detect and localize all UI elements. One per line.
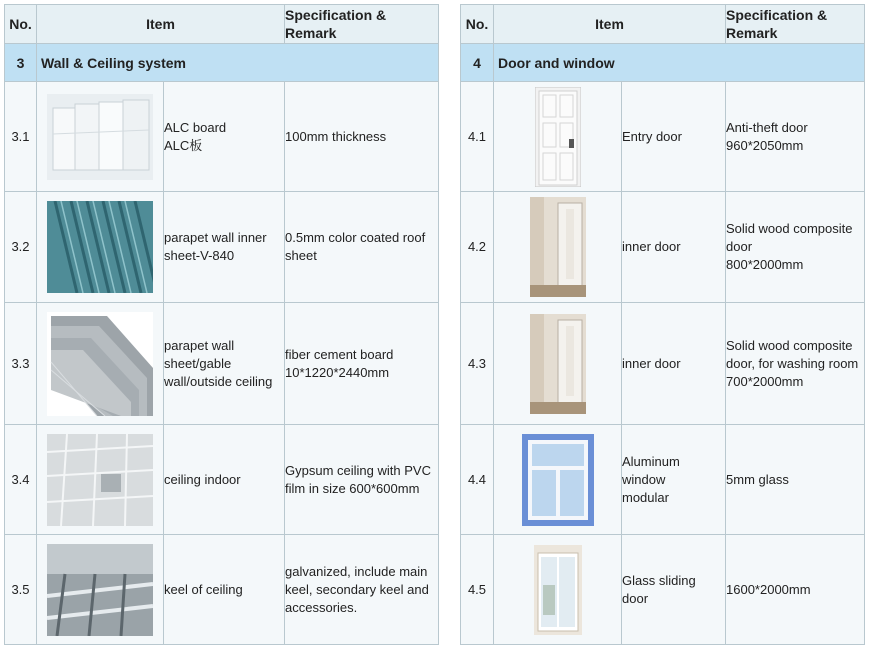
item-spec: 1600*2000mm (726, 535, 865, 645)
item-spec: 100mm thickness (285, 82, 439, 192)
item-name: ceiling indoor (164, 425, 285, 535)
header-spec: Specification & Remark (285, 5, 439, 44)
ceiling-keel-photo (37, 535, 164, 645)
row-number: 4.3 (461, 303, 494, 425)
item-name: inner door (622, 192, 726, 303)
table-row (461, 425, 865, 535)
header-item: Item (37, 5, 285, 44)
header-no: No. (5, 5, 37, 44)
item-name: Entry door (622, 82, 726, 192)
row-number: 4.2 (461, 192, 494, 303)
door-window-table (460, 4, 865, 645)
row-number: 3.4 (5, 425, 37, 535)
header-row (461, 5, 865, 44)
header-no: No. (461, 5, 494, 44)
item-name: keel of ceiling (164, 535, 285, 645)
ceiling-grid-photo (37, 425, 164, 535)
item-spec: Anti-theft door 960*2050mm (726, 82, 865, 192)
item-name: Aluminum window modular (622, 425, 726, 535)
table-row (5, 535, 439, 645)
item-name: Glass sliding door (622, 535, 726, 645)
item-name: ALC board ALC板 (164, 82, 285, 192)
table-row (5, 192, 439, 303)
item-spec: 5mm glass (726, 425, 865, 535)
header-item: Item (494, 5, 726, 44)
section-number: 4 (461, 44, 494, 82)
table-row (461, 303, 865, 425)
header-spec: Specification & Remark (726, 5, 865, 44)
table-row (5, 303, 439, 425)
fiber-cement-board-photo (37, 303, 164, 425)
item-name: inner door (622, 303, 726, 425)
row-number: 3.3 (5, 303, 37, 425)
entry-door-photo (494, 82, 622, 192)
item-spec: Solid wood composite door 800*2000mm (726, 192, 865, 303)
alc-board-photo (37, 82, 164, 192)
row-number: 4.1 (461, 82, 494, 192)
item-spec: fiber cement board 10*1220*2440mm (285, 303, 439, 425)
item-spec: Gypsum ceiling with PVC film in size 600*600mm (285, 425, 439, 535)
row-number: 4.4 (461, 425, 494, 535)
sliding-door-photo (494, 535, 622, 645)
section-title: Wall & Ceiling system (37, 44, 439, 82)
item-spec: Solid wood composite door, for washing room 700*2000mm (726, 303, 865, 425)
section-title: Door and window (494, 44, 865, 82)
row-number: 3.1 (5, 82, 37, 192)
table-row (5, 425, 439, 535)
table-row (461, 82, 865, 192)
inner-door-photo (494, 192, 622, 303)
table-row (5, 82, 439, 192)
section-number: 3 (5, 44, 37, 82)
table-row (461, 192, 865, 303)
header-row (5, 5, 439, 44)
aluminum-window-photo (494, 425, 622, 535)
section-row-wall-ceiling (5, 44, 439, 82)
item-spec: 0.5mm color coated roof sheet (285, 192, 439, 303)
row-number: 3.5 (5, 535, 37, 645)
item-spec: galvanized, include main keel, secondary keel and accessories. (285, 535, 439, 645)
table-row (461, 535, 865, 645)
section-row-door-window (461, 44, 865, 82)
item-name: parapet wall inner sheet-V-840 (164, 192, 285, 303)
wall-ceiling-table (4, 4, 439, 645)
row-number: 3.2 (5, 192, 37, 303)
corrugated-sheet-photo (37, 192, 164, 303)
item-name: parapet wall sheet/gable wall/outside ceiling (164, 303, 285, 425)
row-number: 4.5 (461, 535, 494, 645)
washroom-door-photo (494, 303, 622, 425)
